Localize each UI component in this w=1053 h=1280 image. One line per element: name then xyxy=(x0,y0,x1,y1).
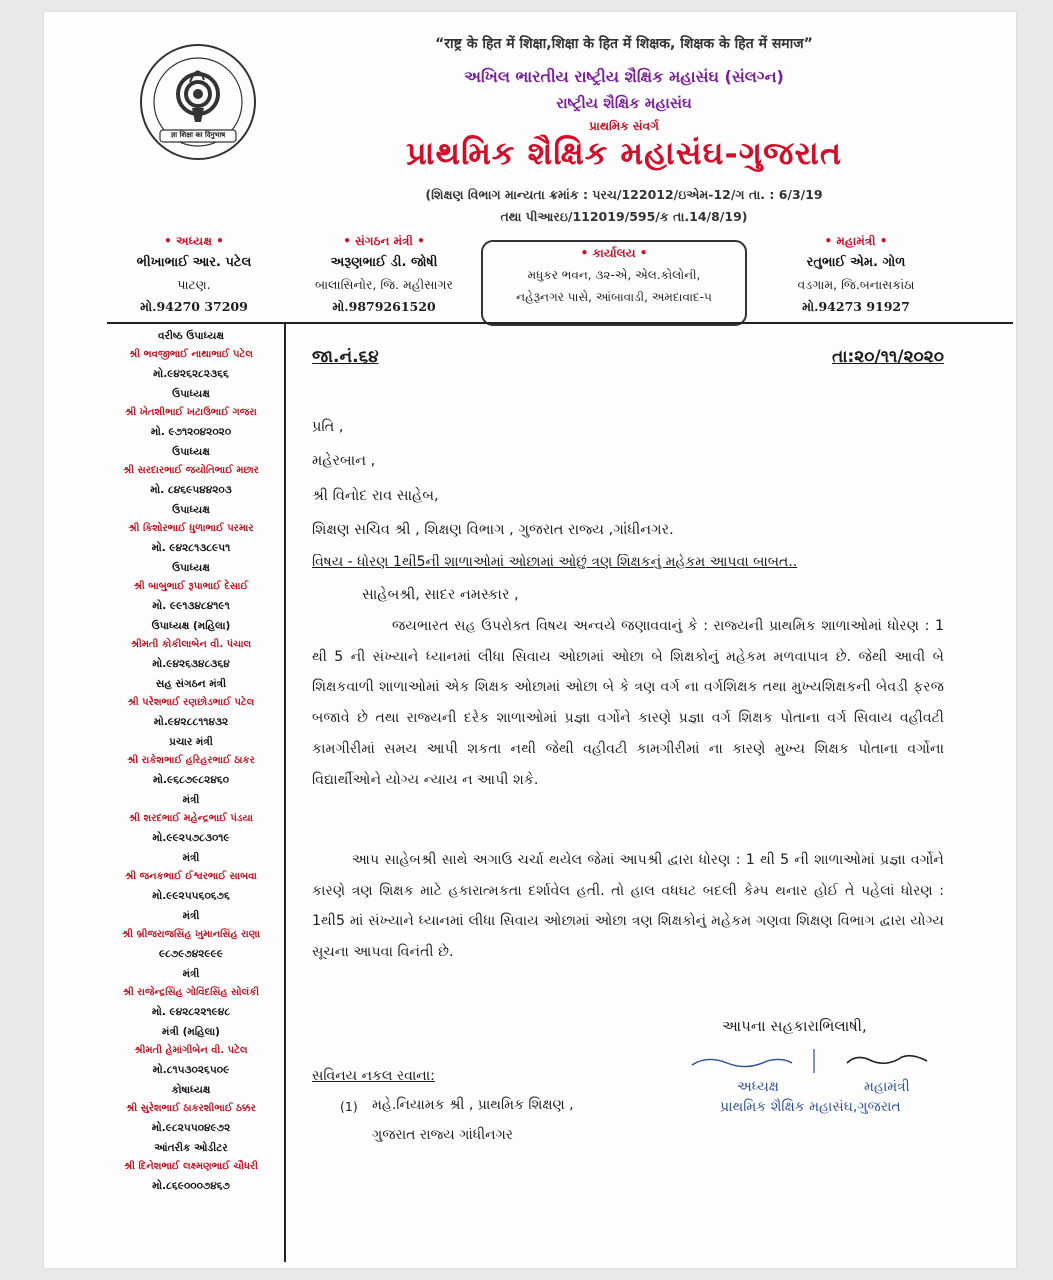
sidebar-name: શ્રી સુરેશભાઈ ઠાકરશીભાઈ ઠક્કર xyxy=(126,1103,256,1114)
sidebar-phone: મો.૮૬૯૦૦૦૭૪૬૭ xyxy=(152,1180,230,1192)
sidebar-role: ઉપાધ્યક્ષ xyxy=(172,446,210,458)
sidebar-phone: મો.૮૧૫૩૦૨૬૫૦૯ xyxy=(152,1064,230,1076)
copy-line-2: ગુજરાત રાજ્ય ગાંધીનગર xyxy=(372,1127,514,1143)
sidebar-phone: મો.૯૯૨૫૭૮૩૦૧૯ xyxy=(152,832,230,844)
gen-secretary-name: રતુભાઈ એમ. ગોળ xyxy=(806,255,906,270)
sidebar-phone: મો.૯૪૨૬૨૮૨૩૬૬ xyxy=(153,368,229,380)
sidebar-phone: મો.૯૯૨૫૫૬૦૬૭૬ xyxy=(152,890,230,902)
sidebar-role: મંત્રી xyxy=(182,910,200,922)
president-phone: મો.94270 37209 xyxy=(140,299,248,314)
greeting: સાહેબશ્રી, સાદર નમસ્કાર , xyxy=(362,587,519,603)
motto: “राष्ट्र के हित में शिक्षा,शिक्षा के हित में शिक्षक, शिक्षक के हित में समाज” xyxy=(435,36,813,52)
copy-heading: સવિનય નકલ રવાના: xyxy=(312,1068,435,1084)
sidebar-role: મંત્રી (મહિલા) xyxy=(162,1026,220,1038)
sidebar-name: શ્રી ભવજીભાઈ નાથાભાઈ પટેલ xyxy=(129,349,253,360)
letter-date: તા:૨૦/૧૧/૨૦૨૦ xyxy=(832,347,944,367)
sidebar-phone: મો. ૯૭૧૨૦૪૨૦૨૦ xyxy=(150,426,232,438)
paragraph-2: આપ સાહેબશ્રી સાથે અગાઉ ચર્ચા થયેલ જેમાં આપશ્રી દ્વારા ધોરણ : 1 થી 5 ની શાળાઓમાં પ્રજ્ઞા વર્ગોને કારણે ત્રણ શિક્ષક માટે હકારાત્મકતા દર્શાવેલ હતી. તો હાલ વધઘટ બદલી કેમ્પ થનાર હોઈ તે પહેલાં ધોરણ : 1થી5 માં સંખ્યાને ધ્યાનમાં લીધા સિવાય ઓછામાં ઓછા ત્રણ શિક્ષકોનું મહેકમ ગણવા શિક્ષણ વિભાગ દ્વારા યોગ્ય સૂચના આપવા વિનંતી છે. xyxy=(312,852,944,961)
sidebar-role: મંત્રી xyxy=(182,794,200,806)
sidebar-phone: ૯૮૭૯૭૪૨૯૯૯ xyxy=(158,948,224,960)
office-address-line-2: નહેરૂનગર પાસે, આંબાવાડી, અમદાવાદ-૫ xyxy=(516,290,712,304)
header-divider xyxy=(107,322,1013,324)
sidebar-role: સહ સંગઠન મંત્રી xyxy=(155,678,227,690)
recognition-line-2: તથા પીઆરઇ/112019/595/ક તા.14/8/19) xyxy=(500,209,748,224)
sidebar-role: કોષાધ્યક્ષ xyxy=(171,1084,211,1096)
president-place: પાટણ. xyxy=(177,277,211,292)
copy-number: (1) xyxy=(340,1099,358,1114)
sidebar-name: શ્રીમતી હેમાંગીબેન વી. પટેલ xyxy=(134,1045,248,1056)
org-secretary-block xyxy=(294,230,474,318)
gen-secretary-role: • મહામંત્રી • xyxy=(824,234,888,248)
org-secretary-phone: મો.9879261520 xyxy=(332,299,436,314)
sidebar-phone: મો.૯૮૨૫૫૦૪૯૭૨ xyxy=(151,1122,231,1134)
address: શિક્ષણ સચિવ શ્રી , શિક્ષણ વિભાગ , ગુજરાત રાજ્ય ,ગાંધીનગર. xyxy=(312,522,674,538)
to-line: પ્રતિ , xyxy=(312,419,344,435)
president-block xyxy=(104,230,284,318)
sidebar-name: શ્રીમતી કોકીલાબેન વી. પંચાલ xyxy=(130,639,252,650)
sidebar-role: મંત્રી xyxy=(182,968,200,980)
copy-line-1: મહે.નિયામક શ્રી , પ્રાથમિક શિક્ષણ , xyxy=(372,1097,574,1113)
sidebar-role: પ્રચાર મંત્રી xyxy=(169,736,213,748)
org-secretary-role: • સંગઠન મંત્રી • xyxy=(343,234,425,248)
org-secretary-name: અરૂણભાઈ ડી. જોષી xyxy=(330,255,438,270)
reference-number: જા.નં.૬૪ xyxy=(312,347,379,367)
sidebar-name: શ્રી ખેતશીભાઈ ખટાઉભાઈ ગજરા xyxy=(125,407,257,418)
addressee: શ્રી વિનોદ રાવ સાહેબ, xyxy=(312,488,439,504)
sidebar-role: વરીષ્ઠ ઉપાધ્યક્ષ xyxy=(157,330,224,342)
sidebar-name: શ્રી શરદભાઈ મહેન્દ્રભાઈ પંડયા xyxy=(129,813,253,824)
gen-secretary-place: વડગામ, જિ.બનાસકાંઠા xyxy=(797,277,915,292)
sidebar-name: શ્રી દિનેશભાઈ લક્ષ્મણભાઈ ચૌધરી xyxy=(123,1161,259,1172)
logo-text: ज्ञा शिक्षा का दिनुभाष xyxy=(170,131,226,139)
sidebar-name: શ્રી સરદારભાઈ જયોતિભાઈ મછાર xyxy=(123,465,259,476)
sidebar-name: શ્રી જનકભાઈ ઈશ્વરભાઈ સાબવા xyxy=(125,871,257,882)
sidebar-phone: મો.૯૪૨૬૩૪૮૩૬૪ xyxy=(152,658,230,670)
closing: આપના સહકારાભિલાષી, xyxy=(722,1017,867,1035)
sign-organization: પ્રાથમિક શૈક્ષિક મહાસંઘ,ગુજરાત xyxy=(720,1099,901,1115)
sidebar-phone: મો. ૮૪૬૯૫૪૪૨૦૩ xyxy=(150,484,232,496)
sidebar-phone: મો. ૯૪૨૮૧૩૮૯૫૧ xyxy=(151,542,231,554)
sidebar-role: ઉપાધ્યક્ષ (મહિલા) xyxy=(151,620,231,632)
sidebar-role: ઉપાધ્યક્ષ xyxy=(172,388,210,400)
sidebar-role: ઉપાધ્યક્ષ xyxy=(172,562,210,574)
sidebar-name: શ્રી બાબુભાઈ રૂપાભાઈ દેસાઈ xyxy=(133,581,249,592)
national-body: રાષ્ટ્રીય શૈક્ષિક મહાસંઘ xyxy=(556,94,692,112)
office-role: • કાર્યાલય • xyxy=(580,246,648,260)
signatures xyxy=(687,1047,947,1077)
sidebar-divider xyxy=(284,322,286,1262)
sidebar-phone: મો. ૯૪૨૮૨૨૧૯૪૮ xyxy=(151,1006,231,1018)
sidebar-name: શ્રી કિશોરભાઈ ધુળાભાઈ પરમાર xyxy=(128,523,254,534)
president-role: • અધ્યક્ષ • xyxy=(164,234,224,248)
sidebar-name: શ્રી રાકેશભાઈ હરિહરભાઈ ઠાકર xyxy=(127,755,255,766)
salutation-title: મહેરબાન , xyxy=(312,453,376,469)
recognition-line-1: (શિક્ષણ વિભાગ માન્યતા ક્રમાંક : પરચ/122012/ઇએમ-12/ગ તા. : 6/3/19 xyxy=(425,187,823,202)
organization-logo xyxy=(138,42,258,162)
sidebar-phone: મો. ૯૯૧૩૪૮૪૧૯૧ xyxy=(152,600,230,612)
sidebar-role: આંતરીક ઓડીટર xyxy=(154,1142,228,1154)
sidebar-role: ઉપાધ્યક્ષ xyxy=(172,504,210,516)
cadre: પ્રાથમિક સંવર્ગ xyxy=(589,119,659,133)
subject-line: વિષય - ધોરણ 1થી5ની શાળાઓમાં ઓછામાં ઓછું ત્રણ શિક્ષકનું મહેકમ આપવા બાબત.. xyxy=(312,554,798,570)
sidebar-phone: મો.૯૪૨૮૮૧૧૪૩૨ xyxy=(153,716,229,728)
sign-role-gen-secretary: મહામંત્રી xyxy=(864,1079,910,1095)
president-name: ભીખાભાઈ આર. પટેલ xyxy=(136,255,252,270)
affiliation: અખિલ ભારતીય રાષ્ટ્રીય શૈક્ષિક મહાસંઘ (સંલગ્ન) xyxy=(464,67,784,86)
gen-secretary-phone: મો.94273 91927 xyxy=(802,299,910,314)
office-address-line-1: મધુકર ભવન, ૩૨-એ, એલ.કોલોની, xyxy=(527,268,701,282)
sidebar-name: શ્રી પરેશભાઈ રણછોડભાઈ પટેલ xyxy=(127,697,255,708)
paragraph-1: જયભારત સહ ઉપરોક્ત વિષય અન્વયે જણાવવાનું કે : રાજ્યની પ્રાથમિક શાળાઓમાં ધોરણ : 1 થી 5 ની સંખ્યાને ધ્યાનમાં લીધા સિવાય ઓછામાં ઓછા બે શિક્ષકોનું મહેકમ મળવાપાત્ર છે. જેથી આવી બે શિક્ષકવાળી શાળાઓમાં એક શિક્ષક ઓછામાં ઓછા બે કે ત્રણ વર્ગ ના વર્ગશિક્ષક તથા મુખ્યશિક્ષકની બેવડી ફરજ બજાવે છે તથા રાજ્યની દરેક શાળાઓમાં પ્રજ્ઞા વર્ગોને કારણે પ્રજ્ઞા વર્ગ શિક્ષક પોતાના વર્ગ સિવાય વહીવટી કામગીરીમાં સમય આપી શકતા નથી જેથી વહીવટી કામગીરીમાં ના કારણે મુખ્ય શિક્ષક પોતાના વર્ગોના વિદ્યાર્થીઓને યોગ્ય ન્યાય ન આપી શકે. xyxy=(312,618,944,788)
gen-secretary-block xyxy=(756,230,956,318)
sidebar-name: શ્રી રાજેન્દ્રસિંહ ગોવિંદસિંહ સોલંકી xyxy=(122,987,260,998)
sidebar-role: મંત્રી xyxy=(182,852,200,864)
sign-role-president: અધ્યક્ષ xyxy=(737,1079,779,1095)
sidebar-phone: મો.૯૬૮૭૯૮૨૪૬૦ xyxy=(152,774,230,786)
org-secretary-place: બાલાસિનોર, જિ. મહીસાગર xyxy=(314,277,454,292)
office-address-box xyxy=(481,240,747,326)
sidebar-name: શ્રી બ્રીજરાજસિંહ ખુમાનસિંહ રાણા xyxy=(122,929,260,940)
letter-sheet xyxy=(44,12,1016,1268)
org-title: પ્રાથમિક શૈક્ષિક મહાસંઘ-ગુજરાત xyxy=(405,134,843,172)
